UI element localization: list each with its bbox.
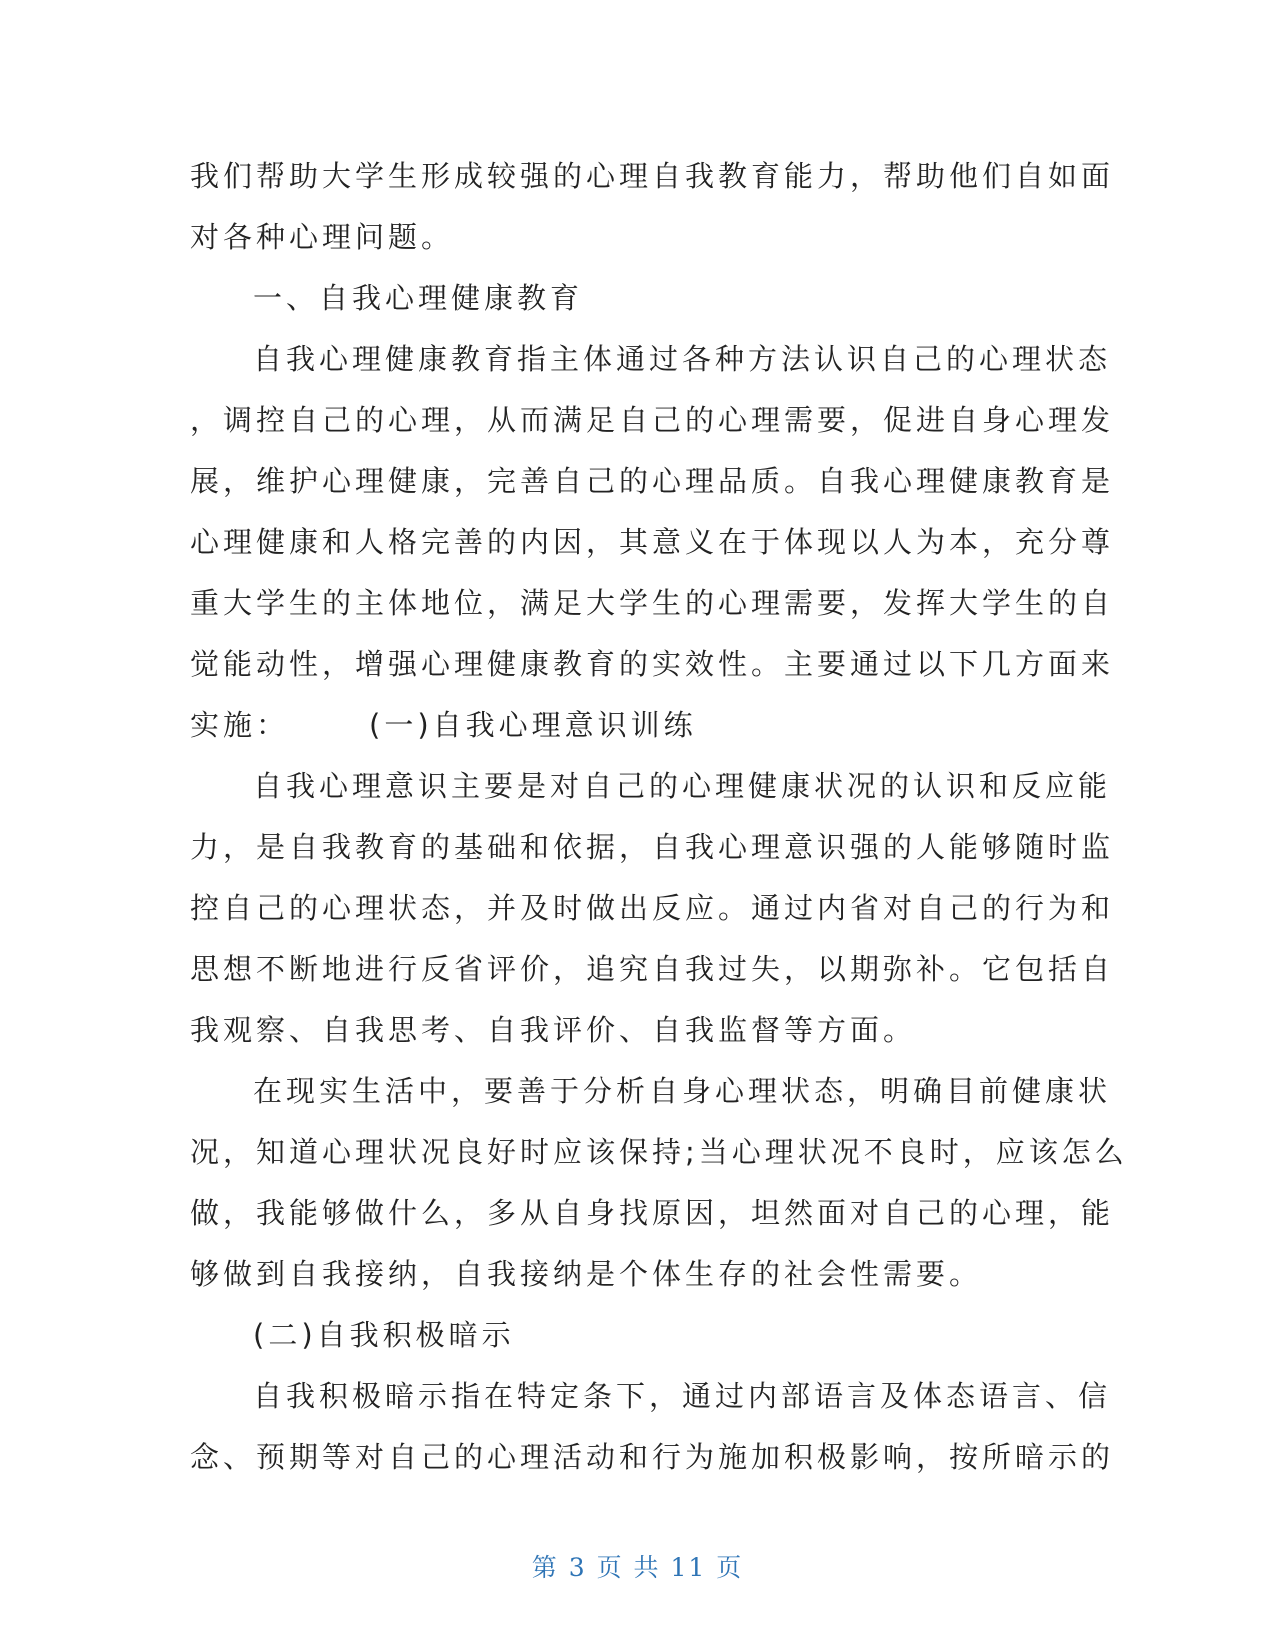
subsection-heading: (二)自我积极暗示 xyxy=(253,1318,515,1352)
text-line: 自我心理健康教育指主体通过各种方法认识自己的心理状态 xyxy=(253,342,1112,376)
text-line: 心理健康和人格完善的内因，其意义在于体现以人为本，充分尊 xyxy=(190,525,1115,559)
text-line-with-heading xyxy=(190,695,1070,756)
text-line: 自我心理意识主要是对自己的心理健康状况的认识和反应能 xyxy=(253,769,1112,803)
subsection-heading: (一)自我心理意识训练 xyxy=(369,708,697,742)
section-heading: 一、自我心理健康教育 xyxy=(253,281,584,315)
text-line: 我观察、自我思考、自我评价、自我监督等方面。 xyxy=(190,1013,917,1047)
text-line: 控自己的心理状态，并及时做出反应。通过内省对自己的行为和 xyxy=(190,891,1115,925)
text-line: 我们帮助大学生形成较强的心理自我教育能力，帮助他们自如面 xyxy=(190,159,1115,193)
text-line: 力，是自我教育的基础和依据，自我心理意识强的人能够随时监 xyxy=(190,830,1115,864)
text-line: 做，我能够做什么，多从自身找原因，坦然面对自己的心理，能 xyxy=(190,1196,1115,1230)
text-line: 够做到自我接纳，自我接纳是个体生存的社会性需要。 xyxy=(190,1257,983,1291)
text-line: 展，维护心理健康，完善自己的心理品质。自我心理健康教育是 xyxy=(190,464,1115,498)
text-line: 况，知道心理状况良好时应该保持;当心理状况不良时，应该怎么 xyxy=(190,1135,1128,1169)
text-line: 思想不断地进行反省评价，追究自我过失，以期弥补。它包括自 xyxy=(190,952,1115,986)
text-line: 自我积极暗示指在特定条下，通过内部语言及体态语言、信 xyxy=(253,1379,1112,1413)
text-line: 觉能动性，增强心理健康教育的实效性。主要通过以下几方面来 xyxy=(190,647,1115,681)
text-line: 念、预期等对自己的心理活动和行为施加积极影响，按所暗示的 xyxy=(190,1440,1115,1474)
body-text xyxy=(190,146,1128,1488)
text-line: ，调控自己的心理，从而满足自己的心理需要，促进自身心理发 xyxy=(190,403,1115,437)
page-number-footer: 第 3 页 共 11 页 xyxy=(531,1553,744,1582)
text-line: 重大学生的主体地位，满足大学生的心理需要，发挥大学生的自 xyxy=(190,586,1115,620)
text-line: 在现实生活中，要善于分析自身心理状态，明确目前健康状 xyxy=(253,1074,1112,1108)
text-fragment: 实施： xyxy=(190,708,290,742)
text-line: 对各种心理问题。 xyxy=(190,220,455,254)
